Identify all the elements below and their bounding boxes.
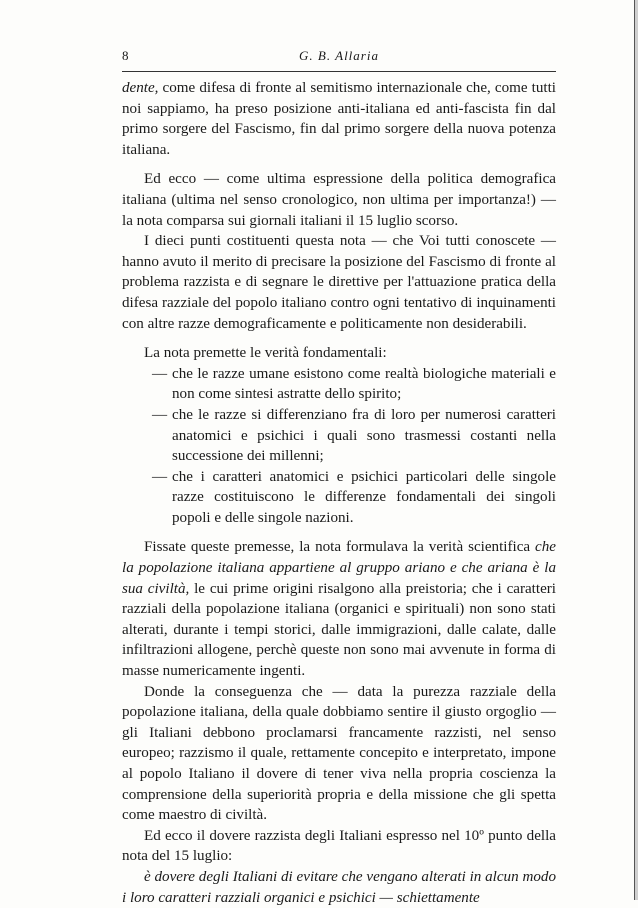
page [122, 48, 556, 906]
paragraph-8-italic: è dovere degli Italiani di evitare che vengano alterati in alcun modo i loro caratteri razziali organici e psichici — schiettamente [122, 868, 556, 906]
paragraph-5-text-b: le cui prime origini risalgono alla preistoria; che i caratteri razziali della popolazione italiana (organici e spirituali) non sono stati alterati, durante i tempi storici, dalle immigrazioni, dalle calate, dalle infiltrazioni allogene, perchè queste non sono mai avvenute in forma di masse numericamente ingenti. [122, 580, 556, 680]
paragraph-5-text-a: Fissate queste premesse, la nota formulava la verità scientifica [144, 539, 536, 556]
page-number: 8 [122, 48, 129, 63]
paragraph-5-italic: che la popolazione italiana appartiene al gruppo ariano e che ariana è la sua civiltà, [122, 539, 556, 597]
list-dash: — [152, 468, 168, 485]
paragraph-1-text: come difesa di fronte al semitismo internazionale che, come tutti noi sappiamo, ha preso posizione anti-italiana ed anti-fascista fin dal primo sorgere del Fascismo, fin dal primo sorgere della nuova potenza italiana. [122, 80, 556, 158]
paragraph-3: I dieci punti costituenti questa nota — che Voi tutti conoscete — hanno avuto il merito di precisare la posizione del Fascismo di fronte al problema razzista e di segnare le direttive per l'attuazione pratica della difesa razziale del popolo italiano contro ogni tentativo di inquinamenti con altre razze demograficamente e politicamente non desiderabili. [122, 233, 556, 332]
list-dash: — [152, 365, 168, 382]
list-dash: — [152, 406, 168, 423]
paragraph-5 [122, 537, 556, 681]
list-item-text: che le razze si differenziano fra di loro per numerosi caratteri anatomici e psichici i quali sono trasmessi costanti nella successione dei millenni; [172, 406, 556, 465]
paragraph-6: Donde la conseguenza che — data la purezza razziale della popolazione italiana, della quale dobbiamo sentire il giusto orgoglio — gli Italiani debbono proclamarsi francamente razzisti, nel senso europeo; razzismo il quale, rettamente concepito e interpretato, impone al popolo Italiano il dovere di tener viva nella propria coscienza la comprensione della superiorità propria e della missione che gli spetta come maestro di civiltà. [122, 683, 556, 824]
paragraph-4: La nota premette le verità fondamentali: [144, 345, 387, 362]
running-header [122, 48, 556, 66]
list-item [152, 364, 556, 405]
paragraph-1 [122, 78, 556, 160]
running-title: G. B. Allaria [299, 48, 379, 63]
paragraph-7: Ed ecco il dovere razzista degli Italiani espresso nel 10º punto della nota del 15 luglio: [122, 827, 556, 865]
header-rule [122, 71, 556, 72]
list-item-text: che i caratteri anatomici e psichici particolari delle singole razze costituiscono le differenze fondamentali dei singoli popoli e delle singole nazioni. [172, 468, 556, 526]
paragraph-2: Ed ecco — come ultima espressione della politica demografica italiana (ultima nel senso cronologico, non ultima per importanza!) — la nota comparsa sui giornali italiani il 15 luglio scorso. [122, 171, 556, 229]
paragraph-1-italic: dente, [122, 80, 159, 96]
paragraph-8 [122, 867, 556, 908]
body-text [122, 78, 556, 908]
list-item-text: che le razze umane esistono come realtà biologiche materiali e non come sintesi astratte dello spirito; [172, 365, 556, 403]
list-item [152, 467, 556, 529]
list-item [152, 405, 556, 467]
